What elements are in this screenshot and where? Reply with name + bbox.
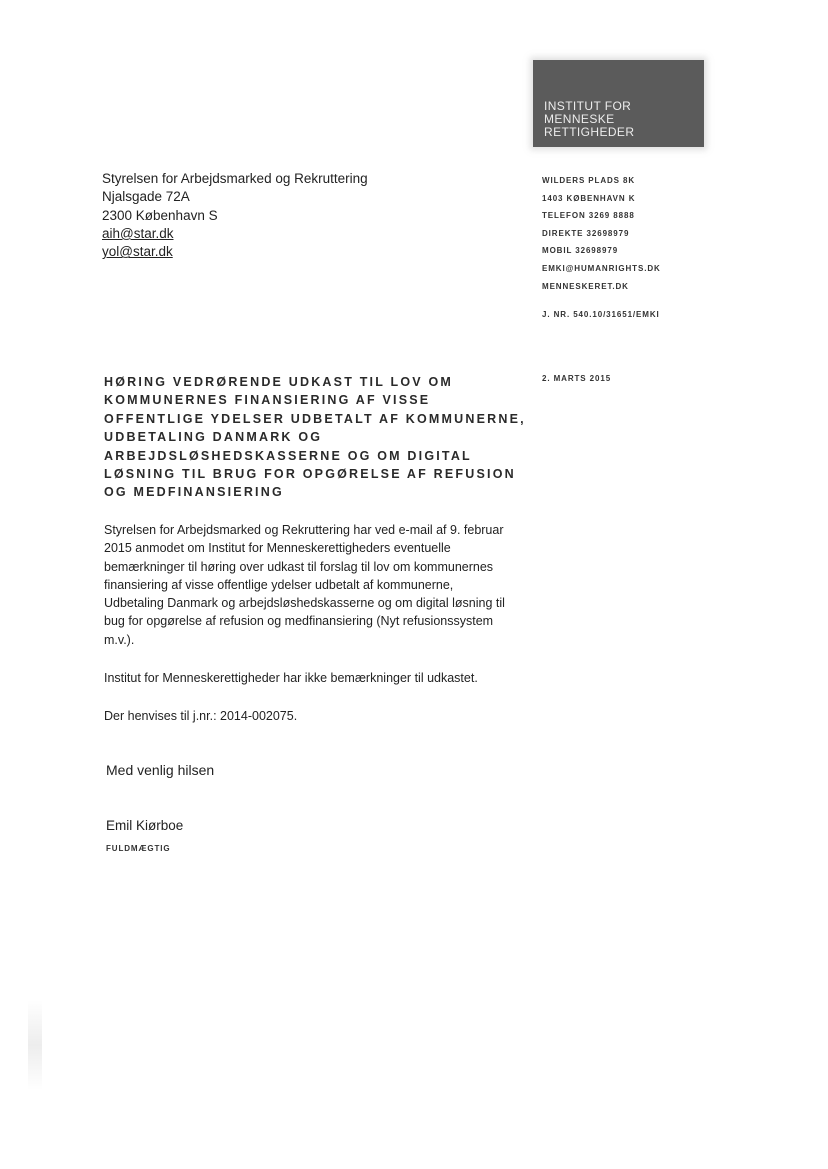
sender-direct-phone: DIREKTE 32698979 <box>542 228 630 238</box>
body-paragraph-3 <box>104 707 534 725</box>
signer-title: FULDMÆGTIG <box>106 844 171 853</box>
letter-date: 2. MARTS 2015 <box>542 374 612 383</box>
sender-website: MENNESKERET.DK <box>542 281 629 291</box>
sender-address-city: 1403 KØBENHAVN K <box>542 193 636 203</box>
heading-line: LØSNING TIL BRUG FOR OPGØRELSE AF REFUSION <box>104 467 516 482</box>
heading-line: OFFENTLIGE YDELSER UDBETALT AF KOMMUNERNE, <box>104 411 526 426</box>
sender-phone: TELEFON 3269 8888 <box>542 211 635 221</box>
recipient-name: Styrelsen for Arbejdsmarked og Rekruttering <box>102 171 368 186</box>
heading-line: KOMMUNERNES FINANSIERING AF VISSE <box>104 393 431 408</box>
body-paragraph-1 <box>104 521 534 649</box>
journal-number: J. NR. 540.10/31651/EMKI <box>542 310 660 319</box>
sender-mobile: MOBIL 32698979 <box>542 246 619 256</box>
paragraph-line: finansiering af visse offentlige ydelser udbetalt af kommunerne, <box>104 577 454 592</box>
paragraph-line: Udbetaling Danmark og arbejdsløshedskasserne og om digital løsning til <box>104 596 505 611</box>
logo-line: INSTITUT FOR <box>544 99 632 113</box>
paragraph-line: bemærkninger til høring over udkast til forslag til lov om kommunernes <box>104 559 494 574</box>
letter-heading <box>104 373 534 502</box>
logo-text <box>544 100 634 139</box>
paragraph-line: Institut for Menneskerettigheder har ikke bemærkninger til udkastet. <box>104 671 478 685</box>
signer-name: Emil Kiørboe <box>106 818 184 833</box>
heading-line: UDBETALING DANMARK OG <box>104 430 323 445</box>
recipient-email-link[interactable]: aih@star.dk <box>102 225 174 241</box>
heading-line: ARBEJDSLØSHEDSKASSERNE OG OM DIGITAL <box>104 448 472 463</box>
paragraph-line: Der henvises til j.nr.: 2014-002075. <box>104 709 298 723</box>
paragraph-line: Styrelsen for Arbejdsmarked og Rekruttering har ved e-mail af 9. februar <box>104 523 504 537</box>
paragraph-line: m.v.). <box>104 632 135 647</box>
logo-line: MENNESKE <box>544 112 615 126</box>
body-paragraph-2 <box>104 669 534 687</box>
scan-artifact <box>28 1000 42 1090</box>
sender-address-street: WILDERS PLADS 8K <box>542 176 636 185</box>
recipient-street: Njalsgade 72A <box>102 189 190 205</box>
heading-line: HØRING VEDRØRENDE UDKAST TIL LOV OM <box>104 375 454 389</box>
logo-line: RETTIGHEDER <box>544 125 635 139</box>
heading-line: OG MEDFINANSIERING <box>104 485 284 500</box>
institute-logo <box>533 60 704 147</box>
sender-contact-block <box>542 172 661 295</box>
closing-salutation: Med venlig hilsen <box>106 762 215 778</box>
recipient-address <box>102 170 368 261</box>
recipient-email-link[interactable]: yol@star.dk <box>102 244 173 260</box>
sender-email: EMKI@HUMANRIGHTS.DK <box>542 263 661 273</box>
recipient-city: 2300 København S <box>102 207 218 223</box>
paragraph-line: bug for opgørelse af refusion og medfinansiering (Nyt refusionssystem <box>104 614 494 629</box>
paragraph-line: 2015 anmodet om Institut for Menneskerettigheders eventuelle <box>104 541 451 556</box>
